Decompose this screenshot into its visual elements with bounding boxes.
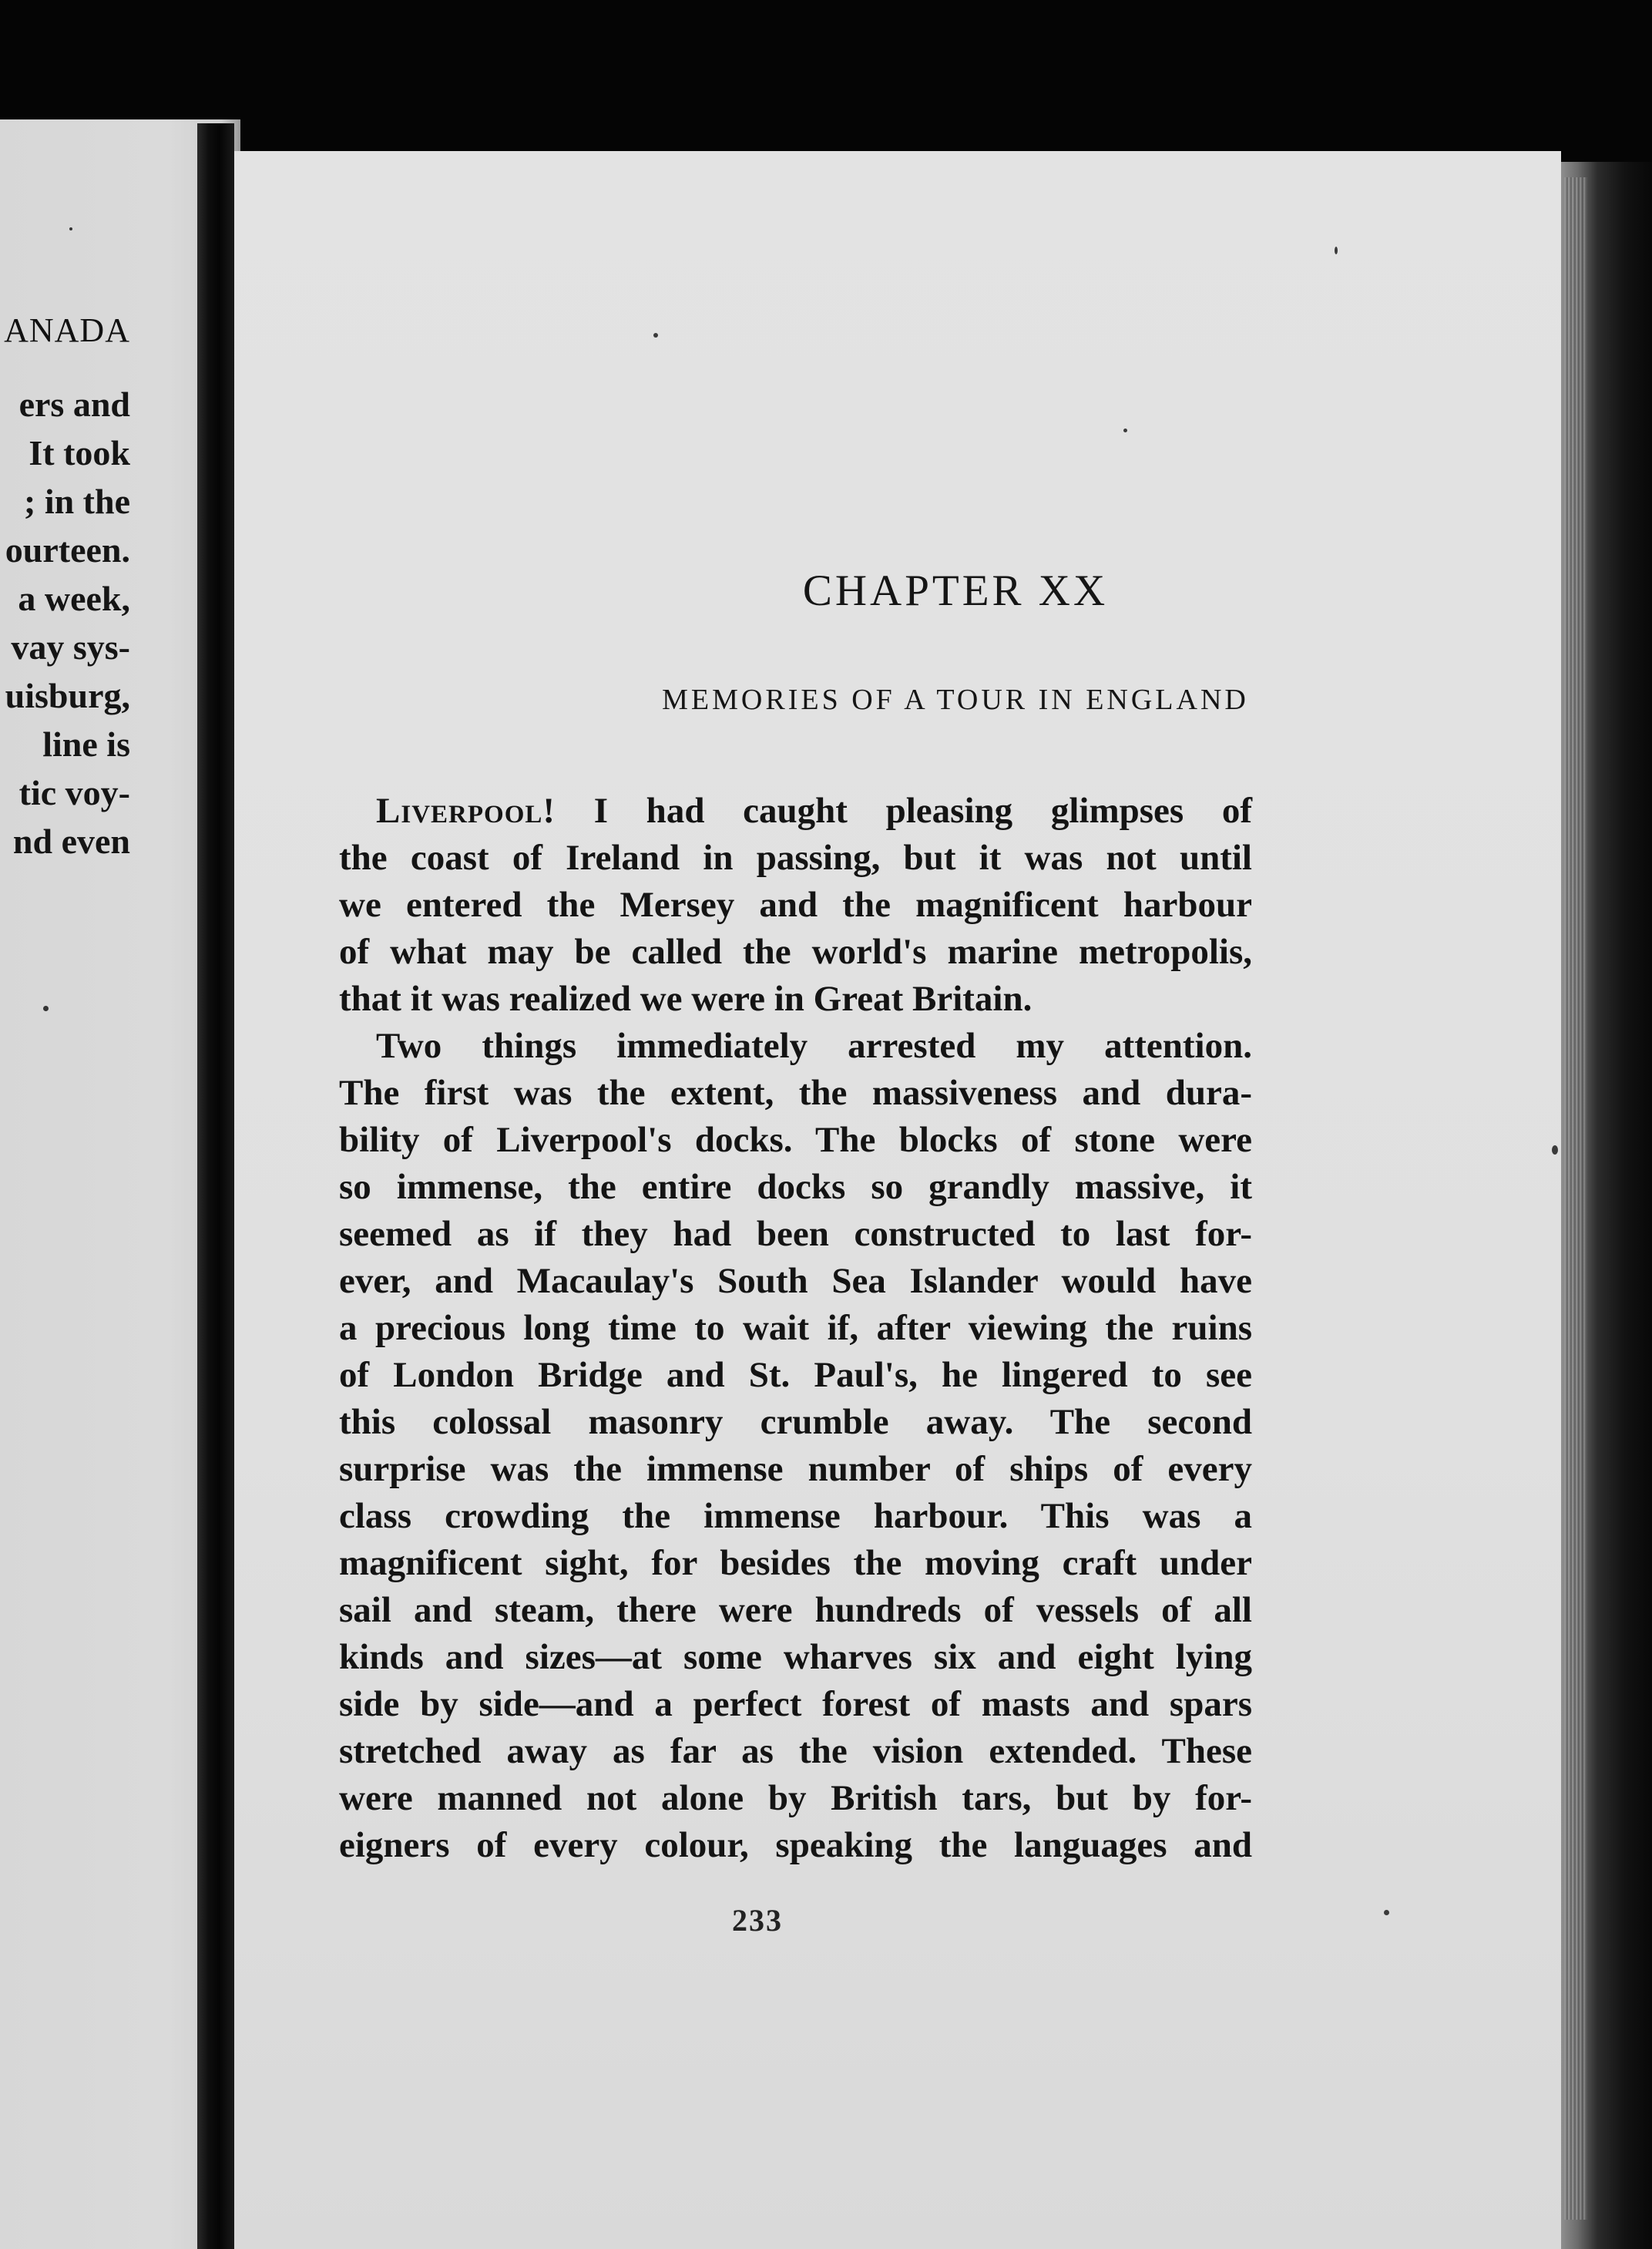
text-line: surprise was the immense number of ships of every: [339, 1449, 1252, 1489]
text-line: stretched away as far as the vision extended. These: [339, 1731, 1252, 1771]
text-line: of London Bridge and St. Paul's, he lingered to see: [339, 1355, 1252, 1395]
text-line: side by side—and a perfect forest of masts and spars: [339, 1684, 1252, 1724]
text-line: a precious long time to wait if, after viewing the ruins: [339, 1308, 1252, 1348]
dust-speck: [1123, 429, 1127, 432]
chapter-body-text: [339, 788, 1252, 1869]
text-line: kinds and sizes—at some wharves six and eight lying: [339, 1637, 1252, 1677]
left-running-header: ANADA: [4, 311, 130, 349]
paragraph-lead-word: Liverpool!: [376, 791, 556, 831]
dust-speck: [43, 1006, 49, 1011]
book-gutter: [197, 123, 234, 2249]
text-line: this colossal masonry crumble away. The second: [339, 1402, 1252, 1442]
text-line: were manned not alone by British tars, but by for-: [339, 1778, 1252, 1818]
left-text-line: vay sys-: [11, 627, 130, 667]
left-text-line: ourteen.: [5, 530, 130, 570]
left-text-line: nd even: [12, 822, 130, 861]
text-line: of what may be called the world's marine metropolis,: [339, 932, 1252, 972]
text-line: seemed as if they had been constructed to last for-: [339, 1214, 1252, 1254]
left-text-line: uisburg,: [5, 676, 130, 715]
dust-speck: [1552, 1145, 1558, 1155]
chapter-subheading: MEMORIES OF A TOUR IN ENGLAND: [662, 684, 1249, 716]
left-text-line: tic voy-: [18, 773, 130, 812]
text-line: The first was the extent, the massiveness and dura-: [339, 1073, 1252, 1113]
text-line: so immense, the entire docks so grandly massive, it: [339, 1167, 1252, 1207]
page-number: 233: [732, 1903, 783, 1938]
page-stack-lines: [1564, 177, 1587, 2220]
dust-speck: [1384, 1910, 1389, 1915]
text-line-rest: I had caught pleasing glimpses of: [556, 791, 1252, 831]
text-line: eigners of every colour, speaking the languages and: [339, 1825, 1252, 1865]
dust-speck: [69, 227, 72, 230]
paragraph: [339, 1023, 1252, 1869]
left-text-line: line is: [42, 724, 130, 764]
text-line: class crowding the immense harbour. This was a: [339, 1496, 1252, 1536]
left-text-line: ; in the: [24, 482, 130, 521]
text-line: the coast of Ireland in passing, but it was not until: [339, 838, 1252, 878]
dust-speck: [653, 333, 658, 338]
text-line: bility of Liverpool's docks. The blocks of stone were: [339, 1120, 1252, 1160]
text-line: Two things immediately arrested my attention.: [376, 1026, 1252, 1066]
left-text-line: It took: [29, 433, 130, 472]
text-line: that it was realized we were in Great Britain.: [339, 979, 1032, 1019]
paragraph: [339, 788, 1252, 1023]
text-line: we entered the Mersey and the magnificent harbour: [339, 885, 1252, 925]
text-line: sail and steam, there were hundreds of vessels of all: [339, 1590, 1252, 1630]
text-line: magnificent sight, for besides the moving craft under: [339, 1543, 1252, 1583]
text-line: ever, and Macaulay's South Sea Islander would have: [339, 1261, 1252, 1301]
left-text-line: ers and: [18, 385, 130, 424]
left-text-line: a week,: [18, 579, 130, 618]
right-page: [234, 151, 1561, 2249]
text-line: [339, 788, 1252, 835]
dust-speck: [1335, 247, 1338, 254]
chapter-heading: CHAPTER XX: [802, 566, 1109, 615]
left-page-text: [5, 380, 130, 866]
